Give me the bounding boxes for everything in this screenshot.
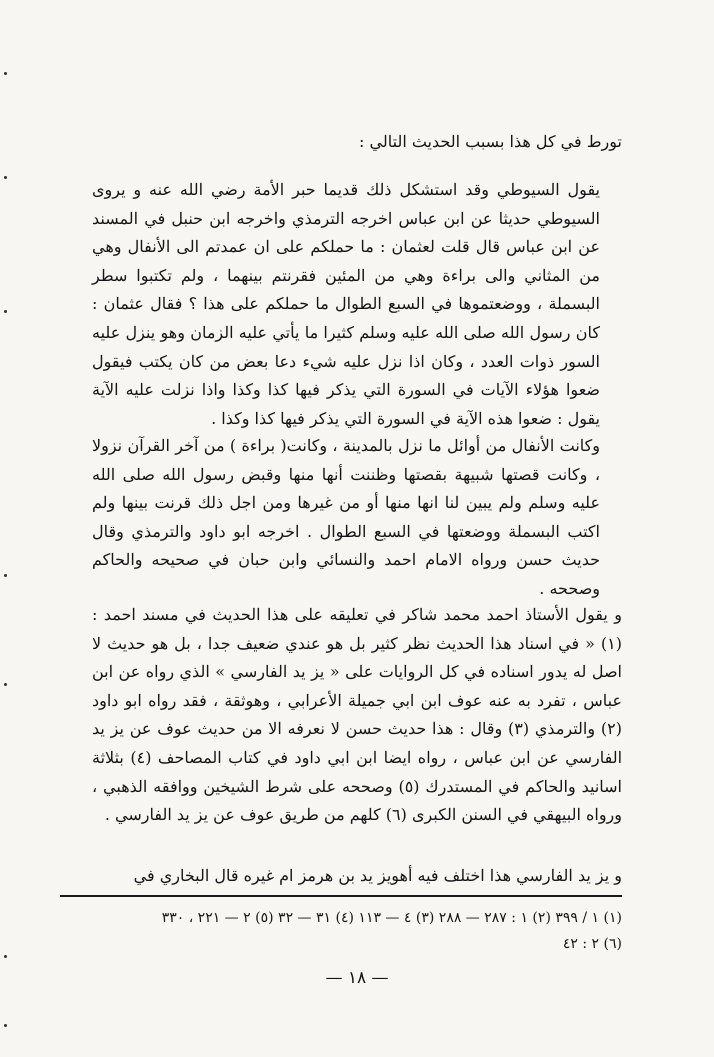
footnote-line: (٦) ٢ : ٤٢ — [562, 936, 622, 952]
scan-mark — [4, 683, 7, 686]
paragraph-2: وكانت الأنفال من أوائل ما نزل بالمدينة ، وكانت( براءة ) من آخر القرآن نزولا ، وكانت قصتها شبيهة بقصتها وظننت أنها منها وقبض رسول الله صلى الله عليه وسلم ولم يبين لنا انها منها أو من غيرها ومن اجل ذلك قرنت بينها ولم اكتب البسملة ووضعتها في السبع الطوال . اخرجه ابو داود والترمذي وقال حديث حسن ورواه الامام احمد والنسائي وابن حبان في صحيحه والحاكم وصححه . — [92, 436, 600, 598]
intro-line: تورط في كل هذا بسبب الحديث التالي : — [359, 132, 622, 151]
page-number: — ١٨ — — [325, 968, 389, 988]
scan-mark — [4, 310, 7, 313]
scan-mark — [4, 176, 7, 179]
scan-mark — [4, 574, 7, 577]
footnote-divider — [60, 895, 622, 897]
paragraph-3: و يقول الأستاذ احمد محمد شاكر في تعليقه على هذا الحديث في مسند احمد : (١) « في اسناد هذا الحديث نظر كثير بل هو عندي ضعيف جدا ، بل هو حديث لا اصل له يدور اسناده في كل الروايات على « يز يد الفارسي » الذي رواه عن ابن عباس ، تفرد به عنه عوف ابن ابي جميلة الأعرابي ، وهوثقة ، فقد رواه ابو داود (٢) والترمذي (٣) وقال : هذا حديث حسن لا نعرفه الا من حديث عوف عن يز يد الفارسي عن ابن عباس ، رواه ايضا ابن ابي داود في كتاب المصاحف (٤) بثلاثة اسانيد والحاكم في المستدرك (٥) وصححه على شرط الشيخين ووافقه الذهبي ، ورواه البيهقي في السنن الكبرى (٦) كلهم من طريق عوف عن يز يد الفارسي . — [92, 605, 623, 825]
paragraph-1: يقول السيوطي وقد استشكل ذلك قديما حبر الأمة رضي الله عنه و يروى السيوطي حديثا عن ابن عباس اخرجه الترمذي واخرجه ابن حنبل في المسند عن ابن عباس قال قلت لعثمان : ما حملكم على ان عمدتم الى الأنفال وهي من المثاني والى براءة وهي من المئين فقرنتم بينهما ، ولم تكتبوا سطر البسملة ، ووضعتموها في السبع الطوال ما حملكم على هذا ؟ فقال عثمان : كان رسول الله صلى الله عليه وسلم كثيرا ما يأتي عليه الزمان وهو ينزل عليه السور ذوات العدد ، وكان اذا نزل عليه شيء دعا بعض من كان يكتب فيقول ضعوا هؤلاء الآيات في السورة التي يذكر فيها كذا وكذا واذا نزلت عليه الآية يقول : ضعوا هذه الآية في السورة التي يذكر فيها كذا وكذا . — [92, 180, 600, 428]
footnotes — [60, 905, 622, 957]
scan-mark — [4, 72, 7, 75]
scan-mark — [4, 955, 7, 958]
paragraph-4: و يز يد الفارسي هذا اختلف فيه أهويز يد بن هرمز ام غيره قال البخاري في — [133, 866, 622, 885]
footnote-line: (١) ١ / ٣٩٩ (٢) ١ : ٢٨٧ — ٢٨٨ (٣) ٤ — ١١٣ (٤) ٣١ — ٣٢ (٥) ٢ — ٢٢١ ، ٣٣٠ — [161, 910, 622, 926]
scan-mark — [4, 1024, 7, 1027]
